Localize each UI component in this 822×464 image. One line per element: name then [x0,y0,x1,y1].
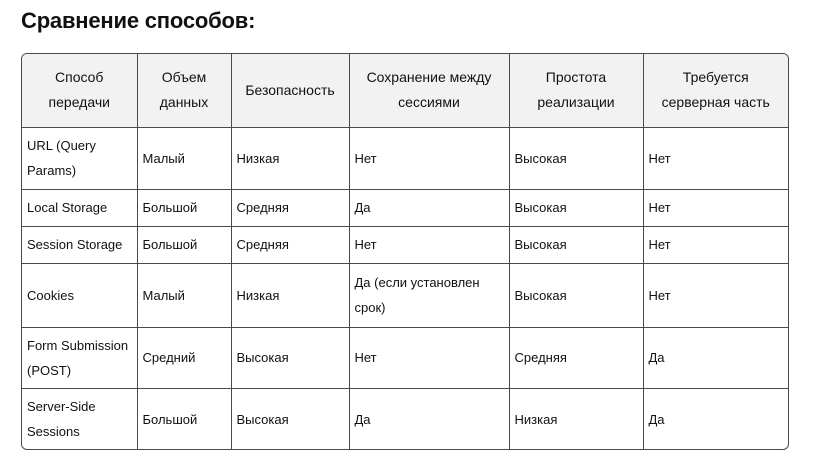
table-cell: Form Submission (POST) [22,327,137,388]
comparison-table [21,53,789,450]
table-cell: Cookies [22,263,137,327]
table-cell: Нет [643,189,788,226]
table-cell: Большой [137,226,231,263]
table-cell: Server-Side Sessions [22,388,137,450]
table-cell: Низкая [231,127,349,189]
table-cell: URL (Query Params) [22,127,137,189]
column-header-persistence: Сохранение между сессиями [349,54,509,127]
table-cell: Да (если установлен срок) [349,263,509,327]
table-row [22,226,788,263]
column-header-method: Способ передачи [22,54,137,127]
table-cell: Средняя [231,226,349,263]
table-cell: Да [349,388,509,450]
table-cell: Средняя [231,189,349,226]
table-row [22,388,788,450]
table-cell: Да [648,411,665,427]
table-row [22,189,788,226]
table-cell: Высокая [231,327,349,388]
table-cell: Высокая [509,189,643,226]
table-cell: Нет [643,127,788,189]
table-row [22,327,788,388]
table-header-row [22,54,788,127]
table-row [22,263,788,327]
table-cell: Средняя [509,327,643,388]
page-title: Сравнение способов: [21,8,256,33]
table-cell: Большой [137,388,231,450]
table-cell: Нет [349,127,509,189]
table-cell: Высокая [509,226,643,263]
table-cell: Да [643,327,788,388]
table-cell: Высокая [231,388,349,450]
table-cell: Высокая [509,127,643,189]
table-cell: Средний [137,327,231,388]
table-cell: Низкая [509,388,643,450]
table-cell: Нет [349,226,509,263]
table-cell: Большой [137,189,231,226]
column-header-server-required: Требуется серверная часть [643,54,788,127]
table-cell: Низкая [231,263,349,327]
table-cell: Local Storage [22,189,137,226]
column-header-volume: Объем данных [137,54,231,127]
table-cell: Высокая [509,263,643,327]
table-cell: Нет [643,263,788,327]
column-header-simplicity: Простота реализации [509,54,643,127]
table-cell: Session Storage [22,226,137,263]
table-row [22,127,788,189]
table-cell: Нет [643,226,788,263]
column-header-security: Безопасность [231,54,349,127]
table-cell: Нет [349,327,509,388]
table-cell: Малый [137,127,231,189]
table-cell: Малый [137,263,231,327]
table-cell: Да [349,189,509,226]
